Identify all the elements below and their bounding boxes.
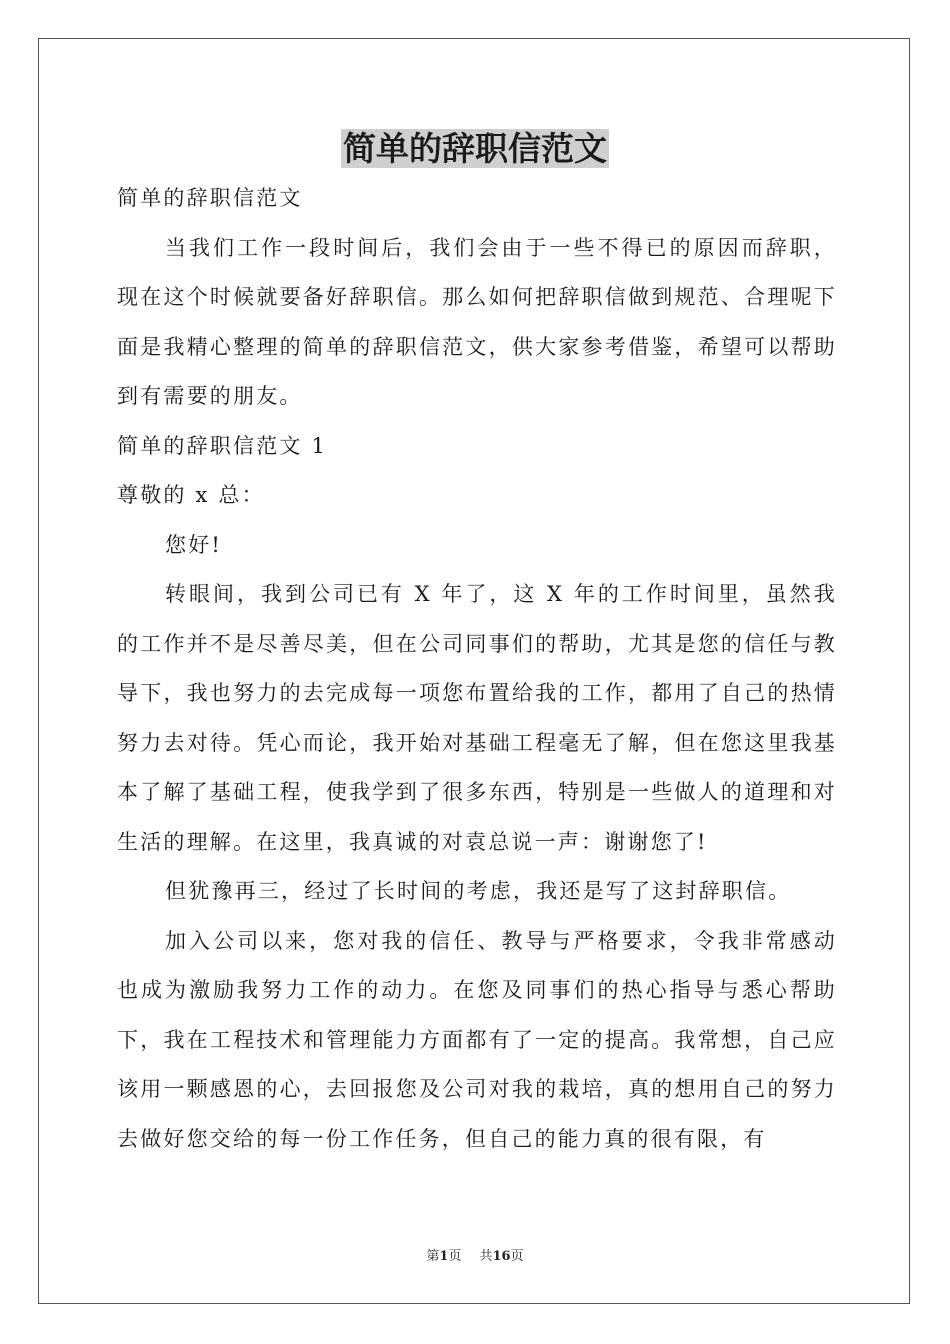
paragraph-salutation: 尊敬的 x 总： — [117, 483, 265, 507]
paragraph-body-1: 转眼间，我到公司已有 X 年了，这 X 年的工作时间里，虽然我的工作并不是尽善尽美，但在公司同事们的帮助，尤其是您的信任与教导下，我也努力的去完成每一项您布置给我的工作，都用了自己的热情努力去对待。凭心而论，我开始对基础工程毫无了解，但在您这里我基本了解了基础工程，使我学到了很多东西，特别是一些做人的道理和对生活的理解。在这里，我真诚的对袁总说一声：谢谢您了! — [117, 582, 837, 854]
footer-page-prefix: 第 — [426, 1249, 440, 1264]
footer-page-suffix: 页 — [448, 1249, 462, 1264]
page-footer — [0, 1248, 950, 1266]
document-title-text: 简单的辞职信范文 — [343, 129, 607, 168]
footer-total-prefix: 共 — [479, 1249, 493, 1264]
footer-total-pages: 16 — [492, 1249, 511, 1264]
paragraph-body-3: 加入公司以来，您对我的信任、教导与严格要求，令我非常感动也成为激励我努力工作的动力。在您及同事们的热心指导与悉心帮助下，我在工程技术和管理能力方面都有了一定的提高。我常想，自己应该用一颗感恩的心，去回报您及公司对我的栽培，真的想用自己的努力去做好您交给的每一份工作任务，但自己的能力真的很有限，有 — [117, 928, 837, 1151]
paragraph-intro: 当我们工作一段时间后，我们会由于一些不得已的原因而辞职，现在这个时候就要备好辞职信。那么如何把辞职信做到规范、合理呢下面是我精心整理的简单的辞职信范文，供大家参考借鉴，希望可以帮助到有需要的朋友。 — [117, 235, 837, 408]
footer-total-suffix: 页 — [510, 1249, 524, 1264]
paragraph-heading: 简单的辞职信范文 — [117, 186, 303, 210]
paragraph-greeting: 您好! — [165, 532, 223, 557]
document-title — [0, 127, 950, 171]
document-body — [117, 174, 837, 1164]
paragraph-body-2: 但犹豫再三，经过了长时间的考虑，我还是写了这封辞职信。 — [165, 879, 792, 903]
footer-page-number: 1 — [439, 1249, 449, 1264]
paragraph-section-title: 简单的辞职信范文 1 — [117, 433, 328, 458]
